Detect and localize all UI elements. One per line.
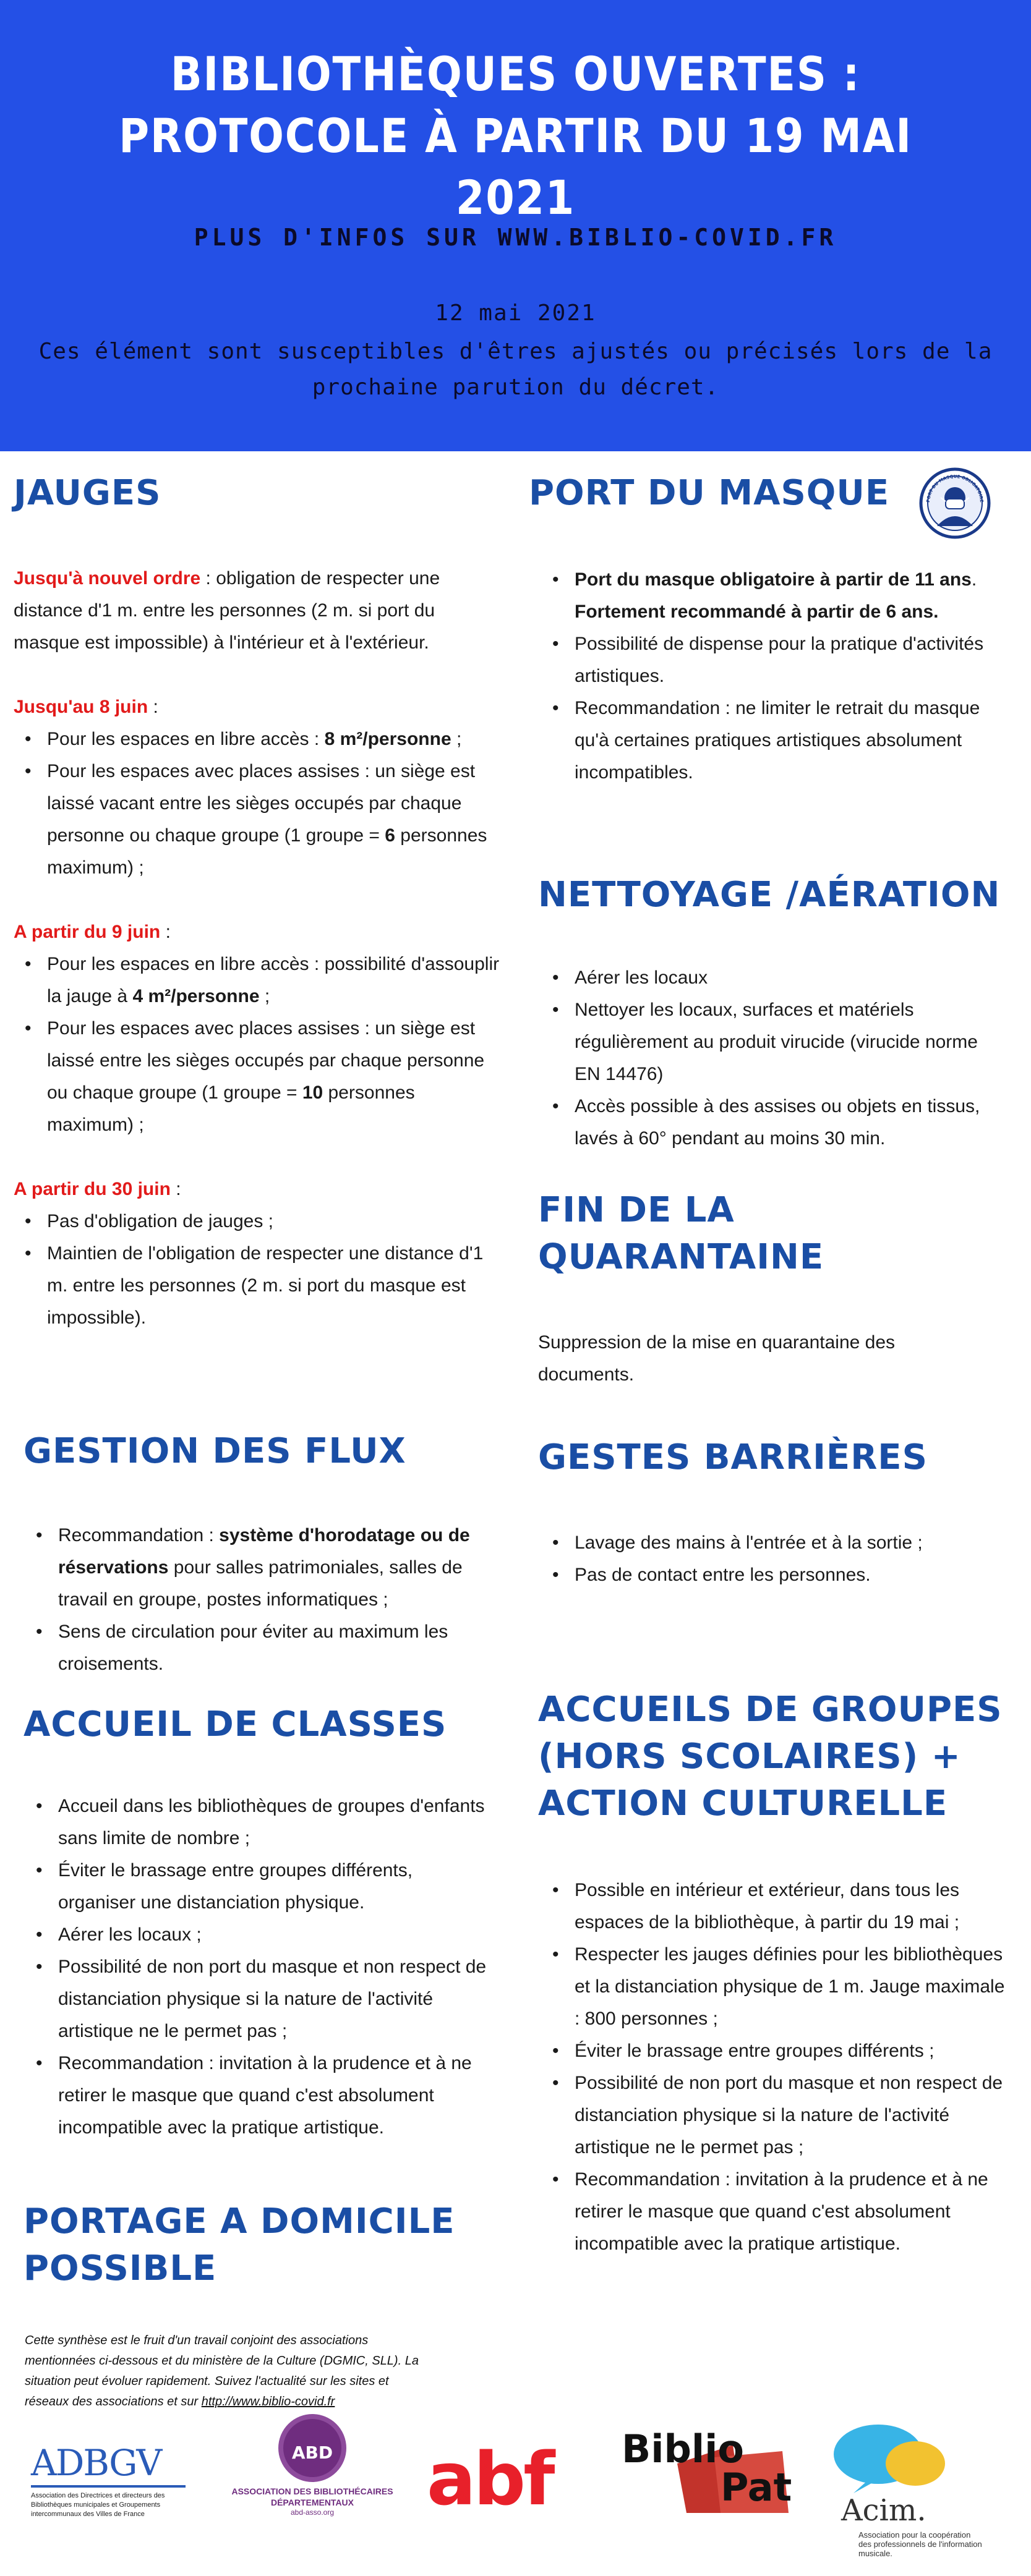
list-item: • Aérer les locaux ; — [25, 1919, 495, 1951]
list-item — [14, 755, 502, 884]
item-text: Pour les espaces en libre accès : — [47, 729, 325, 749]
item-text: pour salles patrimoniales, salles de travail en groupe, postes informatiques ; — [58, 1557, 463, 1610]
list-item: • Éviter le brassage entre groupes différents, organiser une distanciation physique. — [25, 1855, 495, 1919]
item-text: personnes maximum) ; — [47, 1082, 415, 1135]
barrieres-list — [541, 1527, 1005, 1591]
nettoyage-list — [541, 962, 1005, 1155]
list-item: • Lavage des mains à l'entrée et à la sortie ; — [541, 1527, 1005, 1559]
list-item: • Nettoyer les locaux, surfaces et matériels régulièrement au produit virucide (virucide norme EN 14476) — [541, 994, 1005, 1090]
acim-subtitle: Association pour la coopération des professionnels de l'information musicale. — [858, 2530, 982, 2558]
item-text: ; — [451, 729, 462, 749]
abd-url: abd-asso.org — [290, 2508, 335, 2517]
list-item: • Maintien de l'obligation de respecter une distance d'1 m. entre les personnes (2 m. si port du masque est impossible). — [14, 1238, 502, 1334]
mask-icon-label: PORT DU MASQUE OBLIGATOIRE — [925, 474, 985, 503]
list-item: • Possibilité de non port du masque et non respect de distanciation physique si la nature de l'activité artistique ne le permet pas ; — [25, 1951, 495, 2047]
period-label: A partir du 9 juin — [14, 922, 161, 942]
list-item: • Possibilité de non port du masque et non respect de distanciation physique si la nature de l'activité artistique ne le permet pas ; — [541, 2067, 1005, 2164]
list-item — [14, 948, 502, 1013]
adbgv-logo — [31, 2442, 186, 2528]
jauges-title: JAUGES — [14, 473, 161, 513]
jauges-body — [14, 563, 502, 1334]
flux-body — [25, 1520, 495, 1680]
masque-list — [541, 564, 1005, 789]
more-info-link[interactable]: PLUS D'INFOS SUR WWW.BIBLIO-COVID.FR — [194, 224, 837, 251]
acim-name: Acim. — [841, 2493, 926, 2528]
jauges-intro — [14, 563, 502, 659]
adbgv-rule — [31, 2485, 186, 2488]
publication-date: 12 mai 2021 — [435, 300, 596, 326]
groupes-title-line-2: (HORS SCOLAIRES) + — [538, 1736, 961, 1777]
page-title — [62, 43, 969, 229]
masque-body — [541, 564, 1005, 789]
list-item: • Aérer les locaux — [541, 962, 1005, 994]
list-item: • Recommandation : ne limiter le retrait du masque qu'à certaines pratiques artistiques absolument incompatibles. — [541, 692, 1005, 789]
period-suffix: : — [160, 922, 171, 942]
portage-title-line-2: POSSIBLE — [24, 2248, 217, 2289]
header-banner — [0, 0, 1031, 451]
bibliopat-text-2: Pat — [721, 2465, 792, 2510]
flux-list — [25, 1520, 495, 1680]
quarantaine-title-line-2: QUARANTAINE — [538, 1237, 824, 1277]
nettoyage-body — [541, 962, 1005, 1155]
list-item: • Possibilité de dispense pour la pratique d'activités artistiques. — [541, 628, 1005, 692]
item-text: Recommandation : — [58, 1525, 220, 1545]
classes-body — [25, 1790, 495, 2144]
abf-name: abf — [427, 2436, 553, 2522]
abd-logo — [220, 2414, 405, 2517]
period-suffix: : — [170, 1179, 181, 1199]
item-text: ; — [259, 986, 270, 1006]
item-emphasis: système d'horodatage ou de réservations — [58, 1525, 470, 1578]
page-title-line-1: BIBLIOTHÈQUES OUVERTES : — [170, 46, 861, 101]
item-emphasis: 8 m²/personne — [324, 729, 451, 749]
list-item: • Accès possible à des assises ou objets en tissus, lavés à 60° pendant au moins 30 min. — [541, 1090, 1005, 1155]
mask-icon — [918, 467, 991, 540]
abd-badge: ABD — [278, 2414, 346, 2482]
item-emphasis: Port du masque obligatoire à partir de 11 ans — [575, 569, 972, 590]
barrieres-body — [541, 1527, 1005, 1591]
list-item: • Recommandation : invitation à la prudence et à ne retirer le masque que quand c'est absolument incompatible avec la pratique artistique. — [25, 2047, 495, 2144]
abf-logo — [427, 2436, 606, 2522]
period-label: A partir du 30 juin — [14, 1179, 171, 1199]
jauges-period-1-list — [14, 723, 502, 884]
portage-title-line-1: PORTAGE A DOMICILE — [24, 2201, 455, 2242]
classes-list — [25, 1790, 495, 2144]
list-item: • Respecter les jauges définies pour les bibliothèques et la distanciation physique de 1 m. Jauge maximale : 800 personnes ; — [541, 1939, 1005, 2035]
portage-title — [24, 2198, 455, 2292]
jauges-period-1 — [14, 691, 502, 723]
quarantaine-text: Suppression de la mise en quarantaine des documents. — [538, 1332, 896, 1385]
item-text: Pour les espaces en libre accès : possibilité d'assouplir la jauge à — [47, 954, 500, 1006]
list-item: • Pas d'obligation de jauges ; — [14, 1205, 502, 1238]
groupes-list — [541, 1874, 1005, 2260]
item-emphasis: 10 — [302, 1082, 323, 1103]
groupes-title-line-3: ACTION CULTURELLE — [538, 1783, 948, 1824]
bibliopat-logo — [622, 2420, 807, 2513]
item-text: Pour les espaces avec places assises : un siège est laissé entre les sièges occupés par chaque personne ou chaque groupe (1 groupe = — [47, 1018, 485, 1103]
jauges-intro-label: Jusqu'à nouvel ordre — [14, 568, 201, 589]
adbgv-name: ADBGV — [31, 2442, 161, 2484]
groupes-title — [538, 1686, 1003, 1827]
abd-name: ASSOCIATION DES BIBLIOTHÉCAIRES DÉPARTEMENTAUX — [231, 2486, 393, 2507]
credit-text: Cette synthèse est le fruit d'un travail conjoint des associations mentionnées ci-dessous et du ministère de la Culture (DGMIC, SLL). La situation peut évoluer rapidement. Suivez l'actualité sur les sites et réseaux des associations et sur — [25, 2334, 419, 2408]
jauges-period-2 — [14, 916, 502, 948]
item-text: personnes maximum) ; — [47, 825, 487, 878]
item-emphasis: Fortement recommandé à partir de 6 ans. — [575, 601, 939, 622]
groupes-title-line-1: ACCUEILS DE GROUPES — [538, 1690, 1003, 1730]
period-suffix: : — [148, 697, 158, 717]
quarantaine-title-line-1: FIN DE LA — [538, 1190, 735, 1230]
list-item — [14, 723, 502, 755]
period-label: Jusqu'au 8 juin — [14, 697, 148, 717]
barrieres-title: GESTES BARRIÈRES — [538, 1437, 928, 1477]
jauges-period-3-list — [14, 1205, 502, 1334]
acim-logo — [829, 2420, 990, 2569]
list-item: • Possible en intérieur et extérieur, dans tous les espaces de la bibliothèque, à partir du 19 mai ; — [541, 1874, 1005, 1939]
groupes-body — [541, 1874, 1005, 2260]
masque-title: PORT DU MASQUE — [529, 473, 890, 513]
nettoyage-title: NETTOYAGE /AÉRATION — [538, 875, 1001, 915]
jauges-intro-text: : obligation de respecter une distance d'1 m. entre les personnes (2 m. si port du masque est impossible) à l'intérieur et à l'extérieur. — [14, 568, 440, 653]
list-item — [14, 1013, 502, 1141]
quarantaine-title — [538, 1187, 824, 1281]
adbgv-subtitle: Association des Directrices et directeurs des Bibliothèques municipales et Groupements intercommunaux des Villes de France — [31, 2492, 165, 2518]
bibliopat-text-1: Biblio — [622, 2426, 744, 2472]
item-text: Pour les espaces avec places assises : un siège est laissé vacant entre les sièges occupés par chaque personne ou chaque groupe (1 groupe = — [47, 761, 476, 846]
list-item: • Sens de circulation pour éviter au maximum les croisements. — [25, 1616, 495, 1680]
jauges-period-3 — [14, 1173, 502, 1205]
list-item: • Accueil dans les bibliothèques de groupes d'enfants sans limite de nombre ; — [25, 1790, 495, 1855]
list-item: • Éviter le brassage entre groupes différents ; — [541, 2035, 1005, 2067]
list-item — [541, 564, 1005, 628]
list-item: • Recommandation : invitation à la prudence et à ne retirer le masque que quand c'est absolument incompatible avec la pratique artistique. — [541, 2164, 1005, 2260]
page-title-line-2: PROTOCOLE À PARTIR DU 19 MAI 2021 — [119, 108, 912, 225]
item-text: . — [971, 569, 977, 590]
jauges-period-2-list — [14, 948, 502, 1141]
flux-title: GESTION DES FLUX — [24, 1431, 406, 1471]
item-emphasis: 6 — [385, 825, 395, 846]
list-item: • Pas de contact entre les personnes. — [541, 1559, 1005, 1591]
header-note: Ces élément sont susceptibles d'êtres ajustés ou précisés lors de la prochaine parution du décret. — [38, 339, 993, 400]
item-emphasis: 4 m²/personne — [132, 986, 260, 1006]
biblio-covid-link[interactable]: http://www.biblio-covid.fr — [201, 2395, 335, 2408]
classes-title: ACCUEIL DE CLASSES — [24, 1704, 447, 1745]
list-item — [25, 1520, 495, 1616]
credit-note — [25, 2331, 421, 2412]
